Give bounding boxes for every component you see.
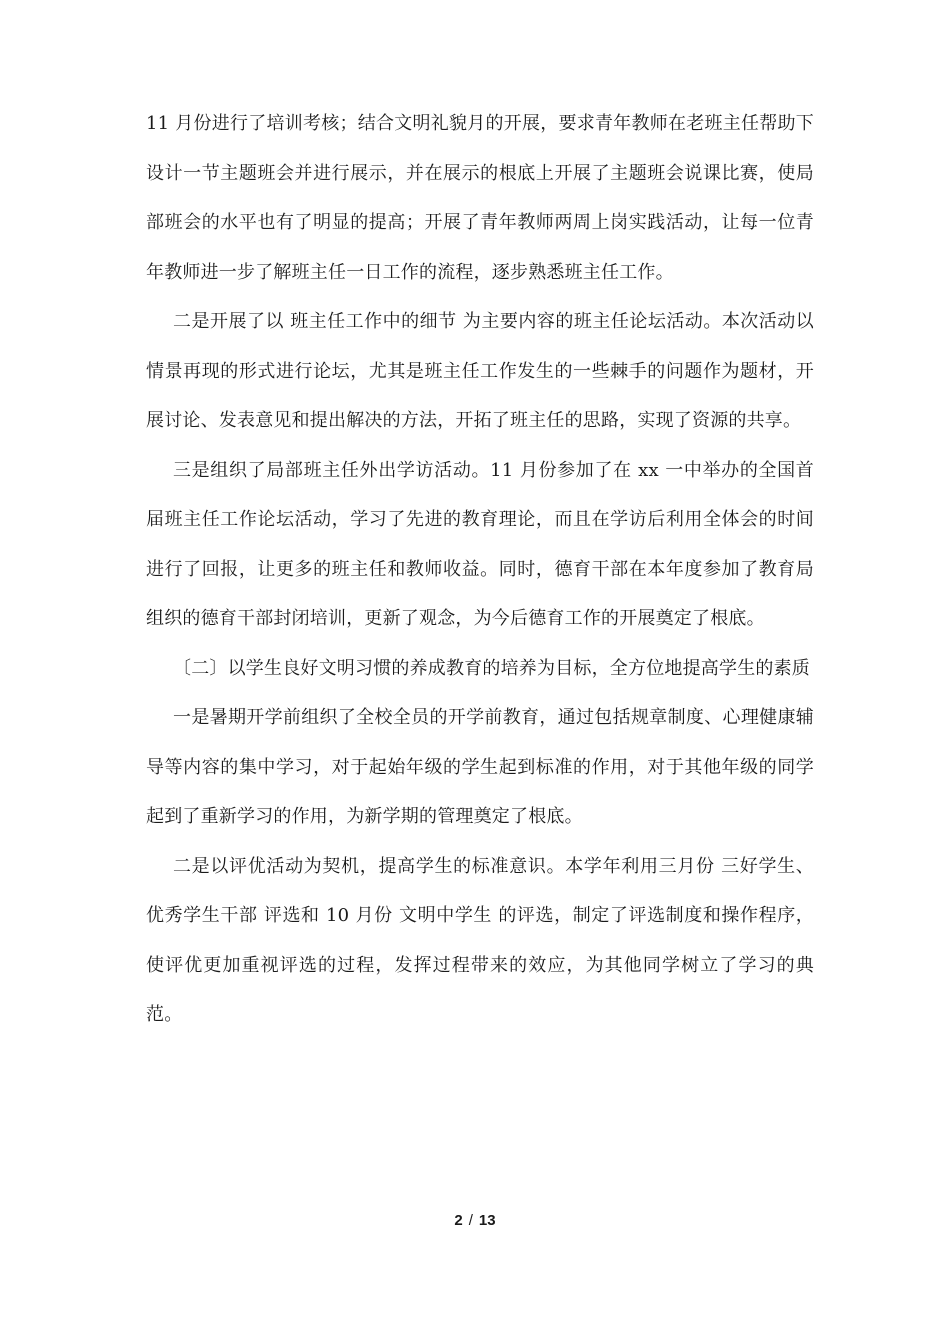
page-separator: / bbox=[468, 1212, 473, 1229]
total-page-count: 13 bbox=[478, 1212, 496, 1229]
document-body bbox=[146, 99, 814, 1040]
paragraph-award-evaluation: 二是以评优活动为契机，提高学生的标准意识。本学年利用三月份 三好学生、优秀学生干部 评选和 10 月份 文明中学生 的评选，制定了评选制度和操作程序，使评优更加重视评选的过程，发挥过程带来的效应，为其他同学树立了学习的典范。 bbox=[146, 855, 814, 1025]
section-heading: 〔二〕以学生良好文明习惯的养成教育的培养为目标，全方位地提高学生的素质 bbox=[173, 657, 810, 679]
paragraph-pre-term-education: 一是暑期开学前组织了全校全员的开学前教育，通过包括规章制度、心理健康辅导等内容的集中学习，对于起始年级的学生起到标准的作用，对于其他年级的同学起到了重新学习的作用，为新学期的管理奠定了根底。 bbox=[146, 707, 814, 827]
paragraph-class-teacher-forum: 二是开展了以 班主任工作中的细节 为主要内容的班主任论坛活动。本次活动以情景再现的形式进行论坛，尤其是班主任工作发生的一些棘手的问题作为题材，开展讨论、发表意见和提出解决的方法，开拓了班主任的思路，实现了资源的共享。 bbox=[146, 311, 814, 431]
paragraph-continued: 11 月份进行了培训考核；结合文明礼貌月的开展，要求青年教师在老班主任帮助下设计一节主题班会并进行展示，并在展示的根底上开展了主题班会说课比赛，使局部班会的水平也有了明显的提高；开展了青年教师两周上岗实践活动，让每一位青年教师进一步了解班主任一日工作的流程，逐步熟悉班主任工作。 bbox=[146, 113, 814, 283]
page-number bbox=[0, 1212, 950, 1229]
current-page-number: 2 bbox=[454, 1212, 463, 1229]
paragraph-study-visit: 三是组织了局部班主任外出学访活动。11 月份参加了在 xx 一中举办的全国首届班主任工作论坛活动，学习了先进的教育理论，而且在学访后利用全体会的时间进行了回报，让更多的班主任和教师收益。同时，德育干部在本年度参加了教育局组织的德育干部封闭培训，更新了观念，为今后德育工作的开展奠定了根底。 bbox=[146, 459, 814, 629]
